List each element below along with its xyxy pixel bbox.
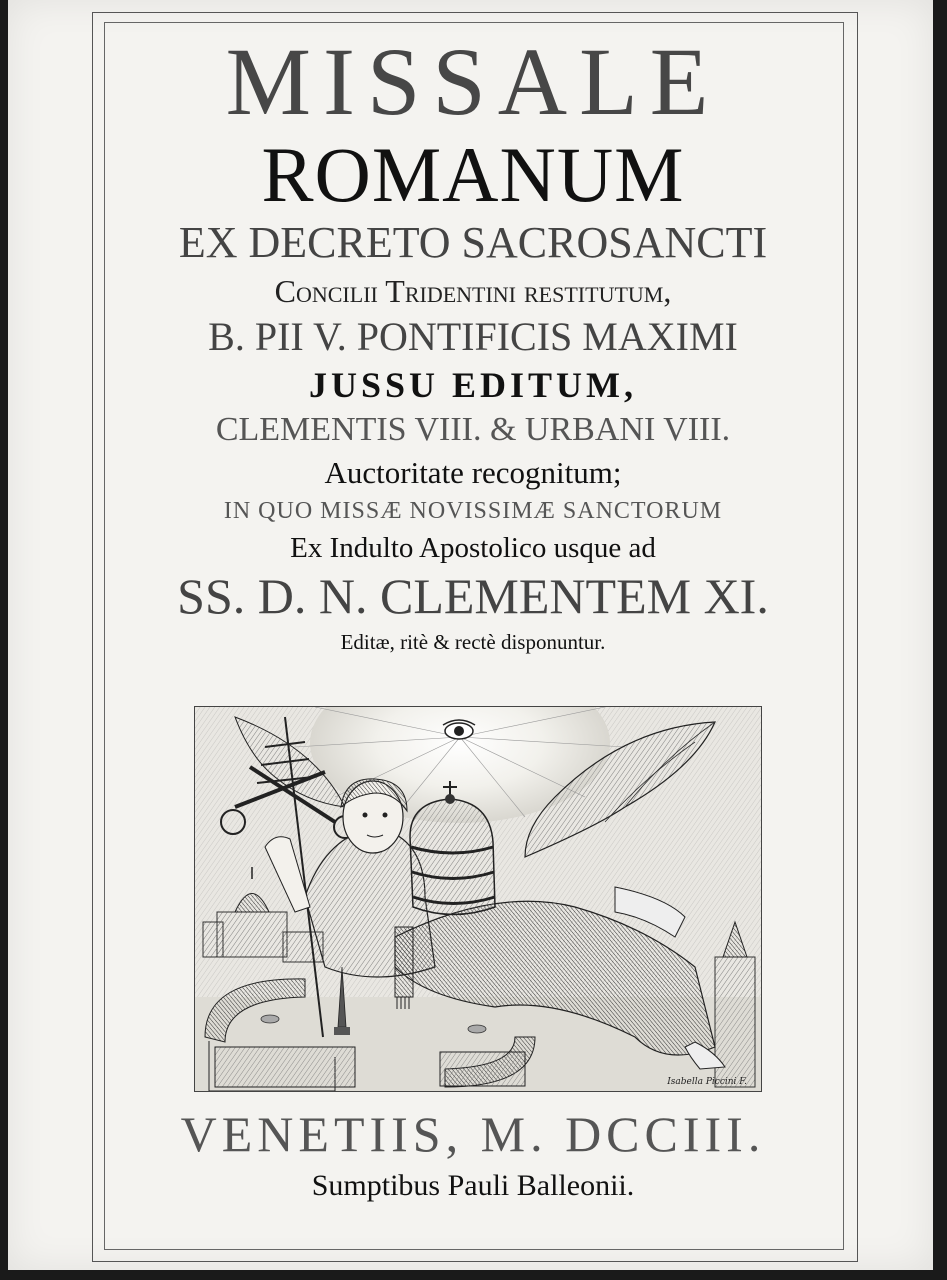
title-block <box>110 30 836 660</box>
title-line-pii-v: B. PII V. PONTIFICIS MAXIMI <box>208 314 738 359</box>
title-line-ex-decreto: EX DECRETO SACROSANCTI <box>178 218 768 267</box>
title-line-clementis-urbani: CLEMENTIS VIII. & URBANI VIII. <box>215 411 731 448</box>
imprint-place-date: VENETIIS, M. DCCIII. <box>180 1106 766 1162</box>
title-line-concilii: Concilii Tridentini restitutum, <box>274 273 672 309</box>
title-line-in-quo-missae: IN QUO MISSÆ NOVISSIMÆ SANCTORUM <box>223 498 723 524</box>
tiara-lappets <box>395 927 413 1009</box>
engraver-signature: Isabella Piccini F. <box>667 1077 747 1087</box>
title-line-editae: Editæ, ritè & rectè disponuntur. <box>340 630 606 654</box>
title-missale: MISSALE <box>225 28 721 135</box>
title-line-ex-indulto: Ex Indulto Apostolico usque ad <box>290 532 656 564</box>
title-line-jussu-editum: JUSSU EDITUM, <box>308 365 638 405</box>
eye-of-providence-icon <box>443 720 475 739</box>
title-romanum: ROMANUM <box>261 131 685 218</box>
title-line-clementem-xi: SS. D. N. CLEMENTEM XI. <box>177 568 769 624</box>
imprint-publisher: Sumptibus Pauli Balleonii. <box>311 1169 635 1202</box>
title-line-auctoritate: Auctoritate recognitum; <box>324 455 622 490</box>
frontispiece-engraving <box>194 706 762 1092</box>
engraving-illustration <box>195 707 761 1091</box>
imprint-block <box>110 1104 836 1208</box>
